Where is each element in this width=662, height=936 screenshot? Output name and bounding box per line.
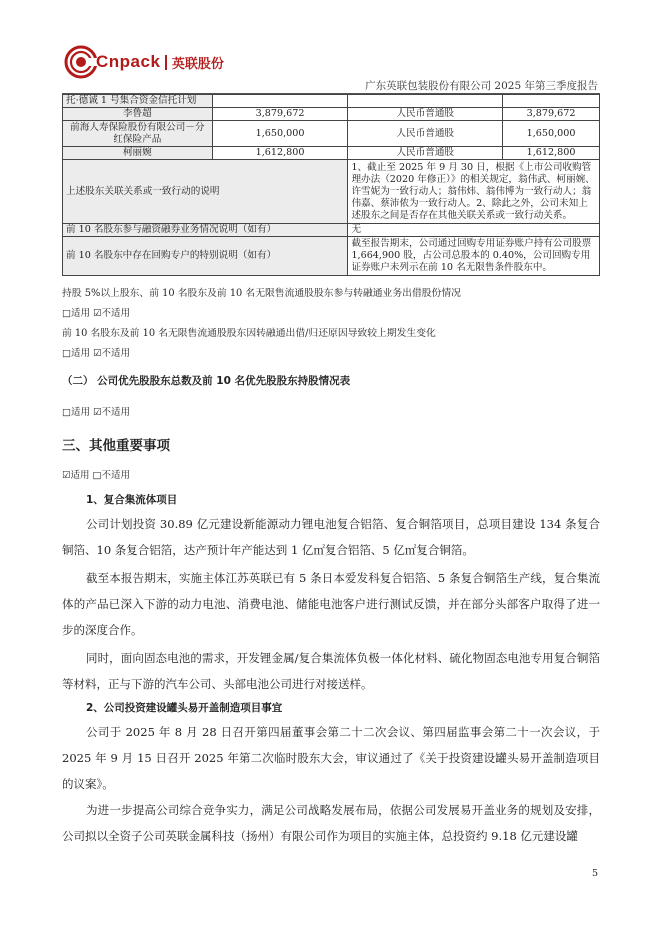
section-3-applicability: ☑适用 □不适用 xyxy=(62,470,131,481)
table-row xyxy=(63,121,600,147)
related-parties-label: 上述股东关联关系或一致行动的说明 xyxy=(63,160,348,224)
item-2-paragraph-2: 为进一步提高公司综合竞争实力，满足公司战略发展布局，依据公司发展易开盖业务的规划及安排，公司拟以全资子公司英联金属科技（扬州）有限公司作为项目的实施主体，总投资约 9.18 亿元建设罐 xyxy=(62,803,600,843)
company-logo xyxy=(64,44,224,80)
logo-brand-latin: Cnpack xyxy=(96,52,161,71)
holder-shares: 3,879,672 xyxy=(212,108,348,121)
table-row xyxy=(63,224,600,237)
holder-name: 托·德诚 1 号集合资金信托计划 xyxy=(63,95,213,108)
share-count: 3,879,672 xyxy=(503,108,600,121)
holder-shares: 1,650,000 xyxy=(212,121,348,147)
change-applicability: □适用 ☑不适用 xyxy=(62,348,131,359)
item-1-paragraph-3: 同时，面向固态电池的需求，开发锂金属/复合集流体负极一体化材料、硫化物固态电池专用复合铜箔等材料，正与下游的汽车公司、头部电池公司进行对接送样。 xyxy=(62,651,600,691)
holder-name: 李鲁超 xyxy=(63,108,213,121)
share-count xyxy=(503,95,600,108)
table-row xyxy=(63,237,600,276)
item-1-paragraph-2: 截至本报告期末，实施主体江苏英联已有 5 条日本爱发科复合铝箔、5 条复合铜箔生产线，复合集流体的产品已深入下游的动力电池、消费电池、储能电池客户进行测试反馈，并在部分头部客户取得了进一步的深度合作。 xyxy=(62,571,600,637)
table-row xyxy=(63,95,600,108)
table-row xyxy=(63,108,600,121)
item-1-paragraph-1: 公司计划投资 30.89 亿元建设新能源动力锂电池复合铝箔、复合铜箔项目，总项目建设 134 条复合铜箔、10 条复合铝箔，达产预计年产能达到 1 亿㎡复合铝箔、5 亿㎡复合铜箔。 xyxy=(62,517,600,557)
repurchase-account-label: 前 10 名股东中存在回购专户的特别说明（如有） xyxy=(63,237,348,276)
table-row xyxy=(63,147,600,160)
section-3-heading: 三、其他重要事项 xyxy=(62,438,170,454)
share-type: 人民币普通股 xyxy=(348,108,503,121)
share-type: 人民币普通股 xyxy=(348,121,503,147)
item-2-paragraph-1: 公司于 2025 年 8 月 28 日召开第四届董事会第二十二次会议、第四届监事会第二十一次会议，于 2025 年 9 月 15 日召开 2025 年第二次临时股东大会，审议通过了《关于投资建设罐头易开盖制造项目的议案》。 xyxy=(62,725,600,791)
item-1-title: 1、复合集流体项目 xyxy=(86,494,178,506)
lending-note: 持股 5%以上股东、前 10 名股东及前 10 名无限售流通股股东参与转融通业务出借股份情况 xyxy=(62,288,461,299)
table-row xyxy=(63,160,600,224)
change-note: 前 10 名股东及前 10 名无限售流通股股东因转融通出借/归还原因导致较上期发生变化 xyxy=(62,328,436,339)
related-parties-text: 1、截止至 2025 年 9 月 30 日，根据《上市公司收购管理办法（2020 年修正）》的相关规定，翁伟武、柯丽婉、许雪妮为一致行动人；翁伟炜、翁伟博为一致行动人；翁伟嘉、蔡沛侬为一致行动人。2、除此之外，公司未知上述股东之间是否存在其他关联关系或一致行动关系。 xyxy=(348,160,600,224)
margin-trading-label: 前 10 名股东参与融资融券业务情况说明（如有） xyxy=(63,224,348,237)
logo-brand-cn: 英联股份 xyxy=(171,56,224,72)
share-count: 1,612,800 xyxy=(503,147,600,160)
holder-shares xyxy=(212,95,348,108)
share-type xyxy=(348,95,503,108)
holder-name: 柯丽婉 xyxy=(63,147,213,160)
page-number: 5 xyxy=(591,868,598,879)
report-title: 广东英联包装股份有限公司 2025 年第三季度报告 xyxy=(365,80,598,92)
item-2-title: 2、公司投资建设罐头易开盖制造项目事宜 xyxy=(86,702,283,714)
lending-applicability: □适用 ☑不适用 xyxy=(62,308,131,319)
holder-name: 前海人寿保险股份有限公司－分红保险产品 xyxy=(63,121,213,147)
holder-shares: 1,612,800 xyxy=(212,147,348,160)
logo-separator xyxy=(165,55,167,70)
repurchase-account-text: 截至报告期末，公司通过回购专用证券账户持有公司股票 1,664,900 股，占公司总股本的 0.40%，公司回购专用证券账户未列示在前 10 名无限售条件股东中。 xyxy=(348,237,600,276)
margin-trading-text: 无 xyxy=(348,224,600,237)
enpack-logo-icon xyxy=(64,45,98,79)
top-holders-table xyxy=(62,94,600,276)
share-type: 人民币普通股 xyxy=(348,147,503,160)
share-count: 1,650,000 xyxy=(503,121,600,147)
preferred-applicability: □适用 ☑不适用 xyxy=(62,407,131,418)
preferred-shareholders-heading: （二） 公司优先股股东总数及前 10 名优先股股东持股情况表 xyxy=(62,375,351,387)
